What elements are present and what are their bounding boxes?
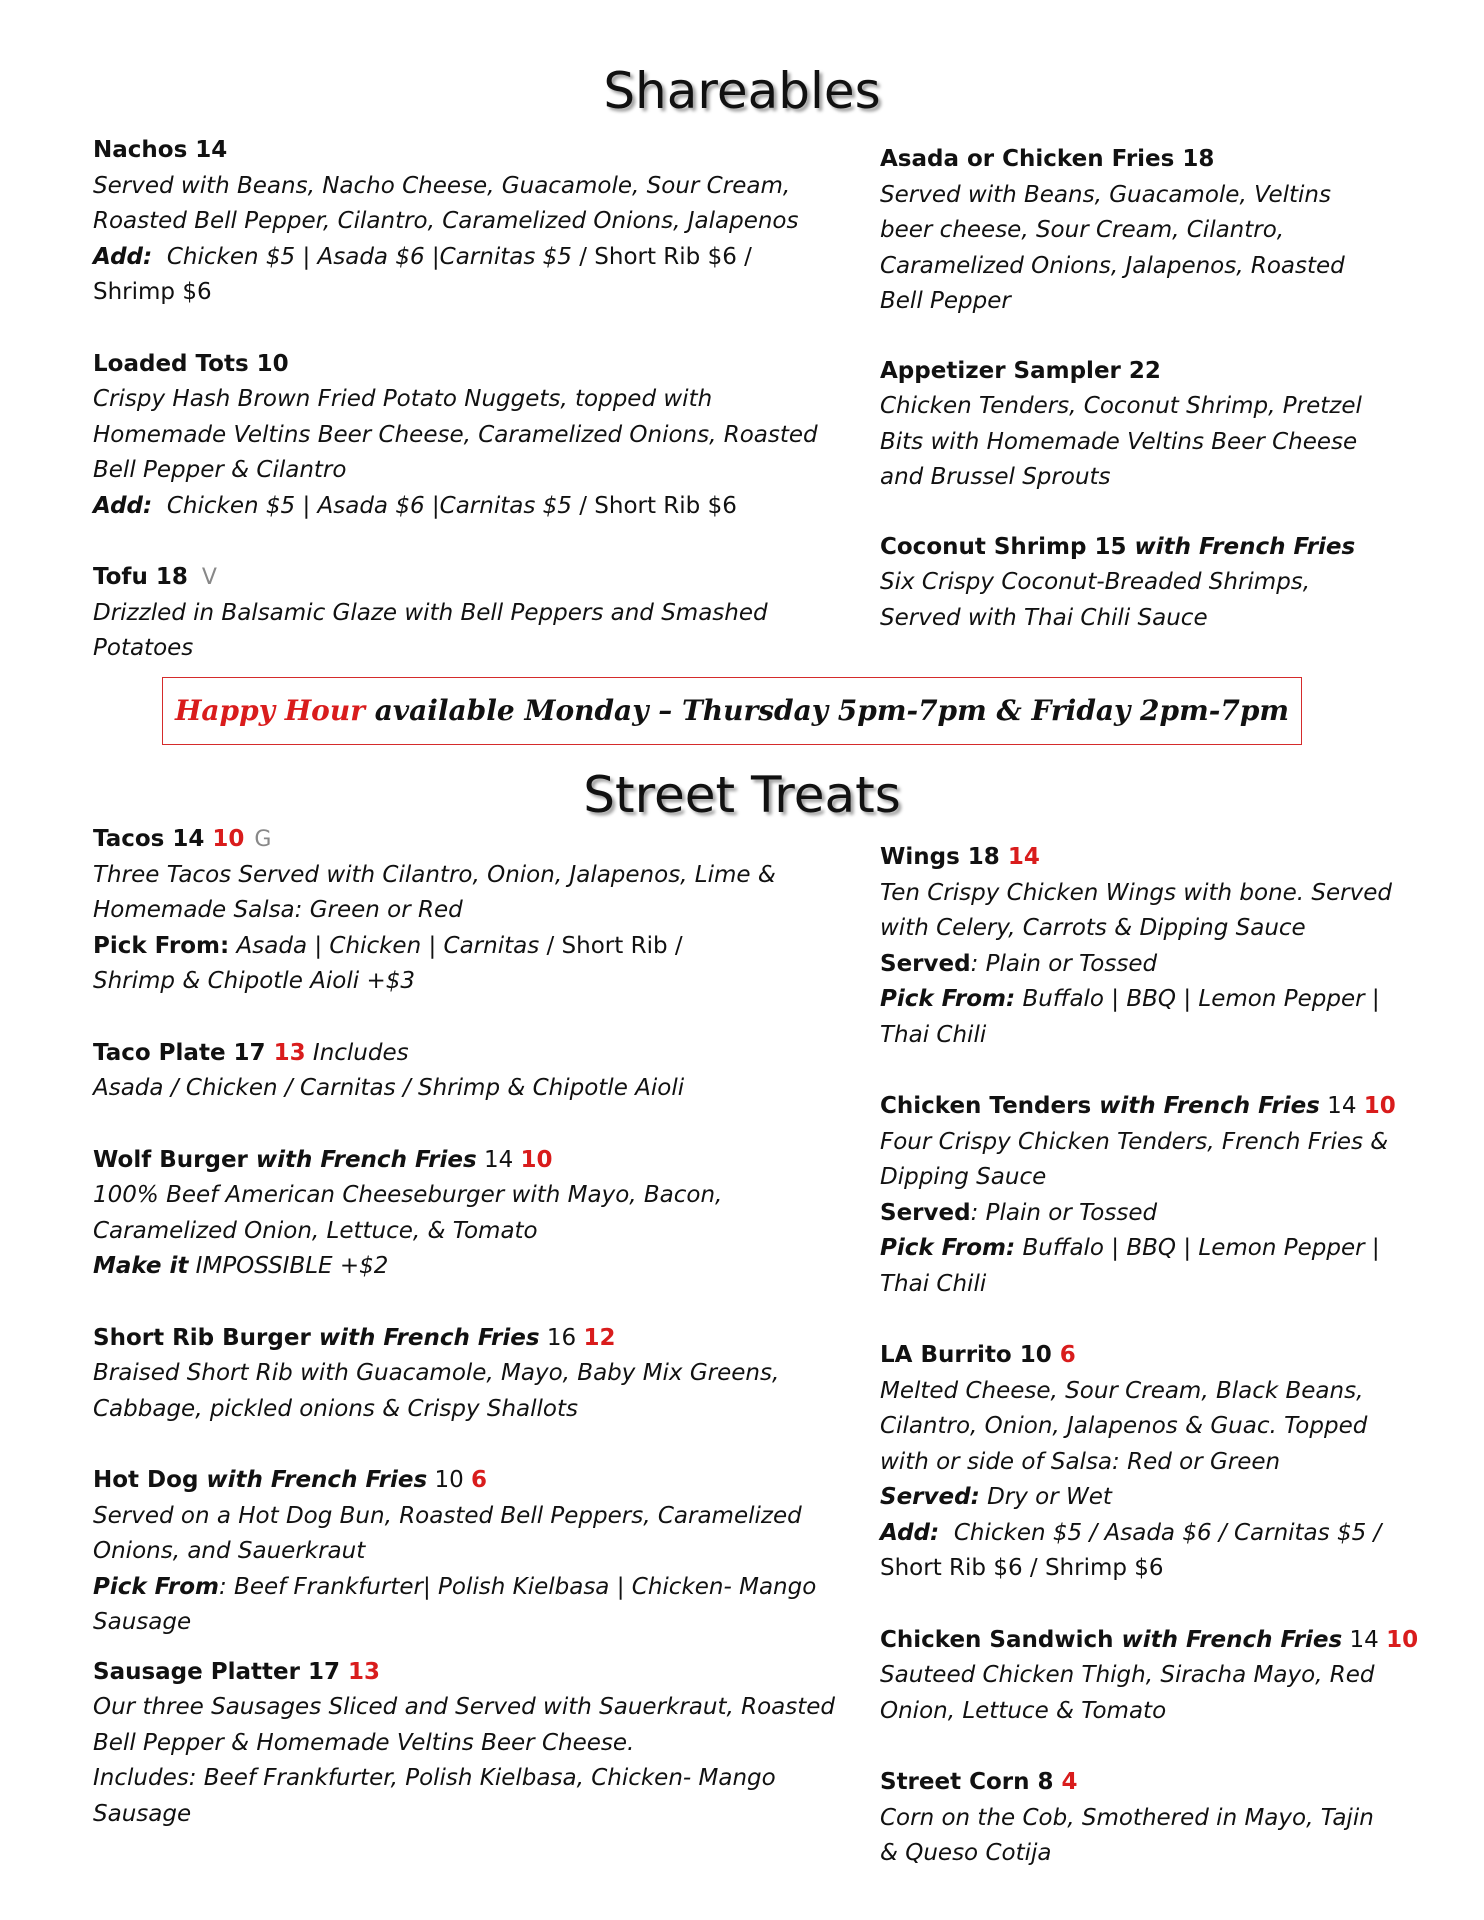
happy-hour-price: 6 bbox=[471, 1467, 488, 1493]
item-price: 16 bbox=[539, 1324, 584, 1351]
section-title-street-treats: Street Treats bbox=[583, 766, 901, 824]
item-desc: Cilantro, Onion, Jalapenos & Guac. Topped bbox=[880, 1413, 1368, 1439]
item-title-side: with French Fries bbox=[318, 1324, 540, 1351]
pick-label: Pick From: bbox=[93, 932, 230, 959]
item-add bbox=[93, 489, 853, 525]
happy-hour-price: 13 bbox=[347, 1658, 380, 1685]
happy-hour-price: 10 bbox=[520, 1146, 553, 1173]
item-desc: Served on a Hot Dog Bun, Roasted Bell Peppers, Caramelized bbox=[93, 1502, 802, 1529]
item-add-cont: Shrimp $6 bbox=[93, 279, 212, 305]
item-price: 14 bbox=[476, 1146, 521, 1173]
item-title-text: Sausage Platter 17 bbox=[93, 1658, 348, 1685]
item-title bbox=[880, 1338, 1440, 1374]
item-desc: Served with Beans, Guacamole, Veltins bbox=[880, 181, 1331, 208]
item-title: Loaded Tots 10 bbox=[93, 350, 289, 377]
item-title bbox=[93, 1143, 853, 1179]
item-desc: Caramelized Onion, Lettuce, & Tomato bbox=[93, 1217, 538, 1244]
item-title-text: Chicken Sandwich bbox=[880, 1626, 1122, 1653]
item-title-text: Short Rib Burger bbox=[93, 1324, 319, 1351]
item-desc: Caramelized Onions, Jalapenos, Roasted bbox=[880, 252, 1345, 279]
menu-item-appetizer-sampler bbox=[880, 354, 1440, 496]
shareables-right-column bbox=[880, 142, 1440, 636]
item-title bbox=[93, 1036, 853, 1072]
item-title bbox=[880, 1089, 1440, 1125]
happy-hour-price: 12 bbox=[583, 1324, 616, 1351]
item-title-text: LA Burrito 10 bbox=[880, 1342, 1060, 1368]
menu-item-wings bbox=[880, 840, 1440, 1053]
pick-options: Asada | Chicken | Carnitas bbox=[229, 932, 540, 959]
item-title-side: with French Fries bbox=[1126, 533, 1356, 560]
add-options: Chicken $5 | Asada $6 |Carnitas $5 bbox=[152, 492, 572, 519]
gluten-free-icon: G bbox=[254, 827, 272, 852]
item-desc: 100% Beef American Cheeseburger with Mayo, Bacon, bbox=[93, 1182, 723, 1208]
add-label: Add: bbox=[880, 1519, 940, 1546]
served-label: Served bbox=[880, 1199, 971, 1226]
shareables-left-column bbox=[93, 133, 853, 667]
item-title-text: Tacos 14 bbox=[93, 826, 213, 852]
item-title: Appetizer Sampler 22 bbox=[880, 357, 1161, 384]
add-options-plain: / Short Rib $6 / bbox=[571, 243, 752, 270]
item-desc: Roasted Bell Pepper, Cilantro, Caramelized Onions, Jalapenos bbox=[93, 208, 799, 234]
item-title-text: Wings 18 bbox=[880, 844, 1008, 870]
item-title bbox=[880, 530, 1440, 566]
happy-hour-price: 14 bbox=[1007, 844, 1040, 870]
item-pick bbox=[880, 1231, 1440, 1267]
menu-item-tacos bbox=[93, 822, 853, 1000]
item-desc: Three Tacos Served with Cilantro, Onion, Jalapenos, Lime & bbox=[93, 861, 776, 888]
happy-hour-price: 4 bbox=[1061, 1769, 1078, 1795]
item-title: Asada or Chicken Fries 18 bbox=[880, 146, 1215, 172]
add-options-plain: / Short Rib $6 bbox=[571, 492, 737, 519]
item-desc: Bell Pepper & Cilantro bbox=[93, 457, 347, 483]
item-desc: Sausage bbox=[93, 1800, 192, 1827]
add-options: Chicken $5 | Asada $6 |Carnitas $5 bbox=[152, 243, 572, 270]
item-pick-cont: Thai Chili bbox=[880, 1270, 987, 1297]
item-desc: Corn on the Cob, Smothered in Mayo, Tajin bbox=[880, 1804, 1374, 1831]
item-desc: Served with Thai Chili Sauce bbox=[880, 604, 1208, 631]
item-title-text: Taco Plate 17 bbox=[93, 1039, 274, 1066]
item-title bbox=[93, 560, 853, 596]
item-title-text: Street Corn 8 bbox=[880, 1769, 1062, 1795]
pick-label: Pick From: bbox=[880, 1235, 1016, 1261]
item-desc: Homemade Veltins Beer Cheese, Caramelized Onions, Roasted bbox=[93, 421, 818, 448]
item-desc: Homemade Salsa: Green or Red bbox=[93, 897, 463, 923]
happy-hour-price: 6 bbox=[1059, 1342, 1076, 1368]
pick-label: Pick From: bbox=[880, 986, 1016, 1012]
item-title-text: Chicken Tenders bbox=[880, 1093, 1100, 1119]
served-options: Dry or Wet bbox=[979, 1484, 1112, 1510]
happy-hour-price: 10 bbox=[212, 826, 245, 852]
menu-item-street-corn bbox=[880, 1765, 1440, 1872]
menu-item-chicken-tenders bbox=[880, 1089, 1440, 1302]
item-title bbox=[880, 1623, 1440, 1659]
pick-label: Pick From bbox=[93, 1573, 219, 1600]
item-desc: Bits with Homemade Veltins Beer Cheese bbox=[880, 428, 1358, 455]
item-title-text: Coconut Shrimp 15 bbox=[880, 533, 1127, 560]
menu-item-coconut-shrimp bbox=[880, 530, 1440, 637]
item-price: 14 bbox=[1319, 1093, 1364, 1119]
item-desc: Bell Pepper bbox=[880, 288, 1011, 314]
item-served bbox=[880, 947, 1440, 983]
item-pick-cont: Shrimp & Chipotle Aioli +$3 bbox=[93, 968, 415, 994]
happy-hour-text: available Monday – Thursday 5pm-7pm & Friday 2pm-7pm bbox=[364, 694, 1290, 727]
section-title-shareables: Shareables bbox=[603, 62, 881, 120]
street-left-column bbox=[93, 822, 853, 1832]
happy-hour-price: 10 bbox=[1386, 1626, 1419, 1653]
item-desc: Melted Cheese, Sour Cream, Black Beans, bbox=[880, 1377, 1364, 1404]
menu-item-loaded-tots bbox=[93, 347, 853, 525]
menu-item-la-burrito bbox=[880, 1338, 1440, 1587]
pick-options: Buffalo | BBQ | Lemon Pepper | bbox=[1015, 1235, 1380, 1261]
menu-item-sausage-platter bbox=[93, 1655, 853, 1833]
menu-item-taco-plate bbox=[93, 1036, 853, 1107]
pick-options: : Beef Frankfurter| Polish Kielbasa | Chicken- Mango bbox=[218, 1573, 817, 1600]
pick-options-plain: / Short Rib / bbox=[539, 932, 683, 959]
item-title bbox=[880, 840, 1440, 876]
item-pick bbox=[880, 982, 1440, 1018]
item-desc: Includes: Beef Frankfurter, Polish Kielbasa, Chicken- Mango bbox=[93, 1765, 776, 1791]
pick-options: Buffalo | BBQ | Lemon Pepper | bbox=[1015, 986, 1380, 1012]
add-label: Add: bbox=[93, 492, 153, 519]
menu-item-hot-dog bbox=[93, 1463, 853, 1641]
happy-hour-highlight: Happy Hour bbox=[174, 694, 365, 727]
item-desc: Our three Sausages Sliced and Served with Sauerkraut, Roasted bbox=[93, 1694, 836, 1720]
happy-hour-banner bbox=[162, 677, 1302, 745]
item-desc: Six Crispy Coconut-Breaded Shrimps, bbox=[880, 569, 1311, 595]
happy-hour-price: 13 bbox=[273, 1039, 306, 1066]
add-label: Add: bbox=[93, 243, 153, 270]
item-price: 10 bbox=[427, 1467, 472, 1493]
item-title bbox=[93, 1655, 853, 1691]
option-text: IMPOSSIBLE +$2 bbox=[188, 1253, 389, 1279]
served-label: Served bbox=[880, 950, 971, 977]
street-right-column bbox=[880, 840, 1440, 1872]
item-desc: Onion, Lettuce & Tomato bbox=[880, 1697, 1167, 1724]
item-desc: Asada / Chicken / Carnitas / Shrimp & Chipotle Aioli bbox=[93, 1075, 685, 1101]
item-title-side: Includes bbox=[305, 1039, 409, 1066]
item-title-side: with French Fries bbox=[206, 1467, 428, 1493]
item-desc: beer cheese, Sour Cream, Cilantro, bbox=[880, 217, 1285, 243]
item-desc: Sauteed Chicken Thigh, Siracha Mayo, Red bbox=[880, 1662, 1375, 1688]
served-options: : Plain or Tossed bbox=[970, 950, 1158, 977]
item-desc: and Brussel Sprouts bbox=[880, 464, 1111, 490]
item-title-side: with French Fries bbox=[1099, 1093, 1320, 1119]
menu-item-nachos bbox=[93, 133, 853, 311]
item-title-side: with French Fries bbox=[255, 1146, 477, 1173]
item-desc: Bell Pepper & Homemade Veltins Beer Cheese. bbox=[93, 1729, 635, 1756]
item-desc: Four Crispy Chicken Tenders, French Fries & bbox=[880, 1128, 1389, 1155]
item-title: Nachos 14 bbox=[93, 137, 228, 163]
vegan-icon: V bbox=[201, 565, 217, 590]
item-desc: Potatoes bbox=[93, 635, 194, 661]
item-title-text: Hot Dog bbox=[93, 1467, 207, 1493]
item-desc: with or side of Salsa: Red or Green bbox=[880, 1448, 1281, 1475]
option-label: Make it bbox=[93, 1253, 189, 1279]
item-desc: Drizzled in Balsamic Glaze with Bell Peppers and Smashed bbox=[93, 599, 768, 626]
menu-item-asada-fries bbox=[880, 142, 1440, 320]
item-pick bbox=[93, 929, 853, 965]
menu-item-tofu bbox=[93, 560, 853, 667]
item-price: 14 bbox=[1342, 1626, 1387, 1653]
menu-item-chicken-sandwich bbox=[880, 1623, 1440, 1730]
served-options: : Plain or Tossed bbox=[970, 1199, 1158, 1226]
item-desc: Ten Crispy Chicken Wings with bone. Served bbox=[880, 879, 1392, 906]
item-desc: Chicken Tenders, Coconut Shrimp, Pretzel bbox=[880, 393, 1362, 419]
add-options: Chicken $5 / Asada $6 / Carnitas $5 / bbox=[939, 1519, 1382, 1546]
happy-hour-price: 10 bbox=[1363, 1093, 1396, 1119]
item-add bbox=[880, 1516, 1440, 1552]
item-pick-cont: Thai Chili bbox=[880, 1021, 987, 1048]
item-title-text: Tofu 18 bbox=[93, 564, 188, 590]
item-desc: Crispy Hash Brown Fried Potato Nuggets, topped with bbox=[93, 386, 713, 412]
item-title-side: with French Fries bbox=[1121, 1626, 1343, 1653]
item-desc: Served with Beans, Nacho Cheese, Guacamole, Sour Cream, bbox=[93, 172, 791, 199]
item-title bbox=[93, 1463, 853, 1499]
menu-item-wolf-burger bbox=[93, 1143, 853, 1285]
menu-item-short-rib-burger bbox=[93, 1321, 853, 1428]
served-label: Served: bbox=[880, 1484, 980, 1510]
item-desc: Cabbage, pickled onions & Crispy Shallots bbox=[93, 1395, 578, 1422]
item-title-text: Wolf Burger bbox=[93, 1146, 256, 1173]
item-pick-cont: Sausage bbox=[93, 1609, 192, 1635]
item-desc: Braised Short Rib with Guacamole, Mayo, Baby Mix Greens, bbox=[93, 1360, 780, 1386]
item-pick bbox=[93, 1570, 853, 1606]
item-option bbox=[93, 1249, 853, 1285]
item-desc: with Celery, Carrots & Dipping Sauce bbox=[880, 915, 1306, 941]
item-add-cont: Short Rib $6 / Shrimp $6 bbox=[880, 1555, 1164, 1581]
item-title bbox=[93, 822, 853, 858]
item-served bbox=[880, 1196, 1440, 1232]
item-title bbox=[93, 1321, 853, 1357]
item-desc: & Queso Cotija bbox=[880, 1840, 1052, 1866]
item-add bbox=[93, 240, 853, 276]
item-desc: Onions, and Sauerkraut bbox=[93, 1538, 366, 1564]
item-title bbox=[880, 1765, 1440, 1801]
item-served bbox=[880, 1480, 1440, 1516]
item-desc: Dipping Sauce bbox=[880, 1164, 1047, 1190]
